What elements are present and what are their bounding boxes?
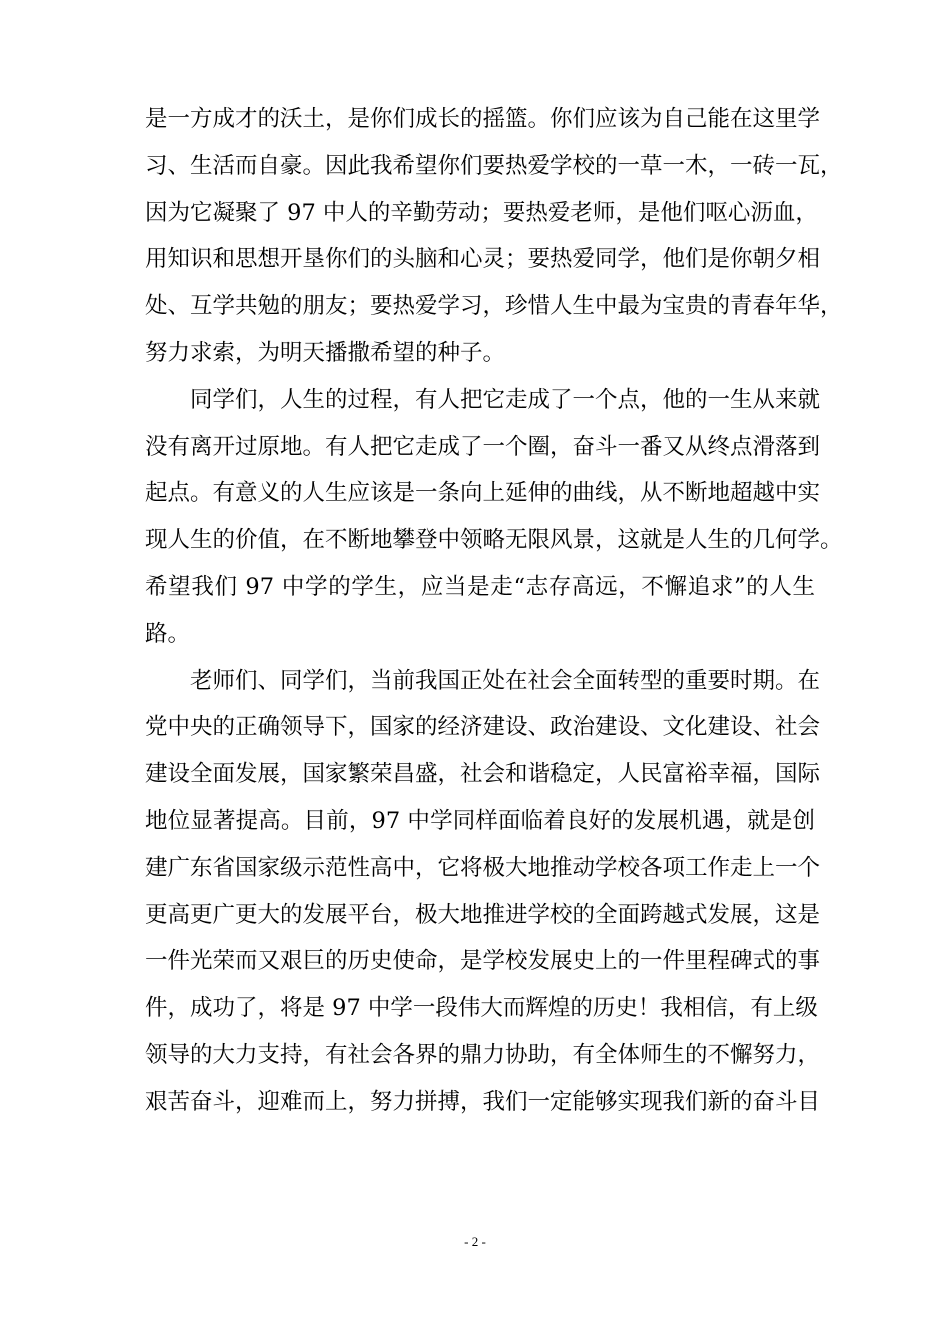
- text-line: 用知识和思想开垦你们的头脑和心灵；要热爱同学，他们是你朝夕相: [145, 246, 821, 273]
- text-line: 一件光荣而又艰巨的历史使命，是学校发展史上的一件里程碑式的事: [145, 948, 821, 975]
- text-line: 建广东省国家级示范性高中，它将极大地推动学校各项工作走上一个: [145, 854, 821, 881]
- text-line: 地位显著提高。目前，97 中学同样面临着良好的发展机遇，就是创: [145, 807, 815, 834]
- text-line: 路。: [145, 620, 191, 647]
- text-line: 现人生的价值，在不断地攀登中领略无限风景，这就是人生的几何学。: [145, 527, 843, 554]
- text-line: 没有离开过原地。有人把它走成了一个圈，奋斗一番又从终点滑落到: [145, 433, 821, 460]
- page-number: - 2 -: [464, 1234, 486, 1249]
- text-line: 领导的大力支持，有社会各界的鼎力协助，有全体师生的不懈努力，: [145, 1041, 821, 1068]
- document-body: [145, 96, 843, 1126]
- text-line: 老师们、同学们，当前我国正处在社会全面转型的重要时期。在: [190, 667, 821, 694]
- text-line: 是一方成才的沃土，是你们成长的摇篮。你们应该为自己能在这里学: [145, 106, 821, 132]
- text-line: 努力求索，为明天播撒希望的种子。: [145, 339, 506, 366]
- text-line: 习、生活而自豪。因此我希望你们要热爱学校的一草一木，一砖一瓦，: [145, 152, 843, 179]
- text-line: 因为它凝聚了 97 中人的辛勤劳动；要热爱老师，是他们呕心沥血，: [145, 199, 818, 226]
- text-line: 希望我们 97 中学的学生，应当是走“志存高远，不懈追求”的人生: [145, 573, 815, 600]
- text-line: 同学们，人生的过程，有人把它走成了一个点，他的一生从来就: [190, 386, 821, 413]
- paragraph-2: [145, 377, 843, 658]
- text-line: 更高更广更大的发展平台，极大地推进学校的全面跨越式发展，这是: [145, 901, 821, 928]
- text-line: 件，成功了，将是 97 中学一段伟大而辉煌的历史！我相信，有上级: [145, 995, 818, 1022]
- paragraph-1: [145, 96, 843, 377]
- text-line: 处、互学共勉的朋友；要热爱学习，珍惜人生中最为宝贵的青春年华，: [145, 293, 843, 320]
- paragraph-3: [145, 658, 821, 1126]
- text-line: 党中央的正确领导下，国家的经济建设、政治建设、文化建设、社会: [145, 714, 821, 741]
- text-line: 建设全面发展，国家繁荣昌盛，社会和谐稳定，人民富裕幸福，国际: [145, 761, 821, 788]
- text-line: 起点。有意义的人生应该是一条向上延伸的曲线，从不断地超越中实: [145, 480, 821, 507]
- text-line: 艰苦奋斗，迎难而上，努力拼搏，我们一定能够实现我们新的奋斗目: [145, 1088, 821, 1115]
